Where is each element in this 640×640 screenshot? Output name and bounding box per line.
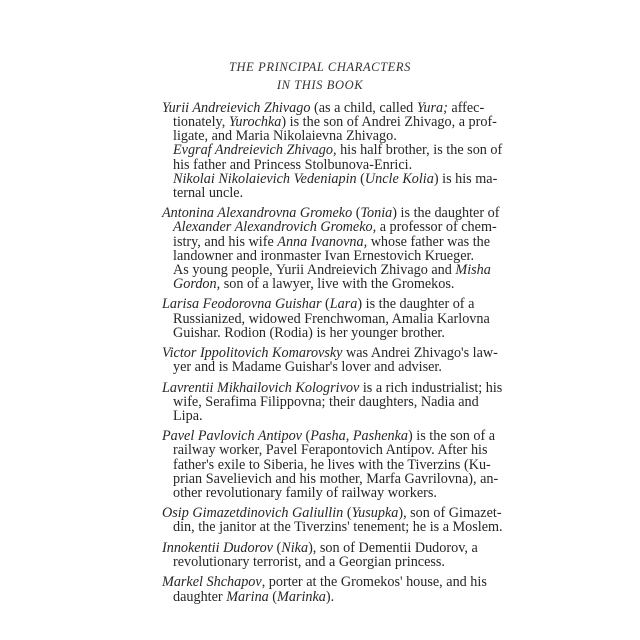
description-text: As young people, Yurii Andreievich Zhivago and — [173, 262, 456, 278]
description-text: father's exile to Siberia, he lives with the Tiverzins (Ku- — [173, 457, 491, 473]
character-name: Yusupka — [351, 505, 399, 521]
description-text: ), son of Gimazet- — [398, 505, 502, 521]
description-text: tionately, — [173, 114, 229, 130]
description-text: was Andrei Zhivago's law- — [342, 345, 498, 361]
character-entry-continuation-line — [173, 589, 334, 605]
character-entry-continuation-line — [173, 554, 445, 570]
character-name: Innokentii Dudorov — [162, 540, 273, 556]
description-text: ) is the daughter of a — [357, 296, 475, 312]
character-name: Marinka — [277, 589, 326, 605]
description-text: affec- — [447, 100, 485, 116]
character-name: Pavel Pavlovich Antipov — [162, 428, 302, 444]
character-entry-continuation-line — [173, 408, 203, 424]
description-text: istry, and his wife — [173, 234, 278, 250]
description-text: daughter — [173, 589, 227, 605]
description-text: ( — [343, 505, 352, 521]
description-text: Russianized, widowed Frenchwoman, Amalia Karlovna — [173, 311, 490, 327]
character-name: Alexander Alexandrovich Gromeko, — [173, 219, 377, 235]
character-name: Tonia — [360, 205, 393, 221]
character-entry-continuation-line — [173, 276, 454, 292]
description-text: Lipa. — [173, 408, 203, 424]
description-text: wife, Serafima Filippovna; their daughters, Nadia and — [173, 394, 479, 410]
character-entry-continuation-line — [173, 359, 442, 375]
character-name: Uncle Kolia — [364, 171, 434, 187]
character-entry-continuation-line — [173, 394, 479, 410]
character-entry-continuation-line — [173, 442, 488, 458]
description-text: ) is the son of Andrei Zhivago, a prof- — [281, 114, 497, 130]
character-entry-first-line — [162, 296, 475, 312]
description-text: yer and is Madame Guishar's lover and adviser. — [173, 359, 442, 375]
description-text: ligate, and Maria Nikolaievna Zhivago. — [173, 128, 397, 144]
description-text: ) is his ma- — [433, 171, 498, 187]
description-text: a professor of chem- — [376, 219, 497, 235]
description-text: his half brother, is the son of — [336, 142, 503, 158]
description-text: (as a child, called — [310, 100, 417, 116]
character-name: Lara — [329, 296, 358, 312]
description-text: is a rich industrialist; his — [359, 380, 503, 396]
character-name: Osip Gimazetdinovich Galiullin — [162, 505, 344, 521]
description-text: ) is the daughter of — [392, 205, 500, 221]
character-name: Nikolai Nikolaievich Vedeniapin — [173, 171, 357, 187]
description-text: ) is the son of a — [408, 428, 496, 444]
character-entry-continuation-line — [173, 219, 497, 235]
description-text: railway worker, Pavel Ferapontovich Antipov. After his — [173, 442, 488, 458]
character-name: Antonina Alexandrovna Gromeko — [162, 205, 353, 221]
character-name: Misha — [455, 262, 491, 278]
character-name: Yura; — [416, 100, 448, 116]
character-name: Victor Ippolitovich Komarovsky — [162, 345, 343, 361]
character-name: Yurochka — [228, 114, 282, 130]
character-entry-continuation-line — [173, 142, 503, 158]
character-entry-continuation-line — [173, 485, 437, 501]
character-name: Gordon, — [173, 276, 221, 292]
description-text: whose father was the — [367, 234, 491, 250]
description-text: prian Savelievich and his mother, Marfa Gavrilovna), an- — [173, 471, 499, 487]
character-entry-continuation-line — [173, 519, 503, 535]
character-name: Anna Ivanovna, — [277, 234, 368, 250]
description-text: ( — [272, 540, 282, 556]
character-entry-first-line — [162, 574, 487, 590]
page-title-line-1: THE PRINCIPAL CHARACTERS — [228, 60, 411, 74]
description-text: ( — [321, 296, 330, 312]
character-name: Pasha, Pashenka — [310, 428, 408, 444]
description-text: his father and Princess Stolbunova-Enrici. — [173, 157, 413, 173]
description-text: ). — [325, 589, 335, 605]
description-text: , porter at the Gromekos' house, and his — [261, 574, 487, 590]
description-text: Guishar. Rodion (Rodia) is her younger brother. — [173, 325, 445, 341]
character-name: Evgraf Andreievich Zhivago, — [173, 142, 337, 158]
description-text: landowner and ironmaster Ivan Ernestovich Krueger. — [173, 248, 474, 264]
description-text: son of a lawyer, live with the Gromekos. — [220, 276, 455, 292]
description-text: ( — [352, 205, 361, 221]
character-entry-continuation-line — [173, 185, 243, 201]
description-text: ( — [356, 171, 365, 187]
description-text: revolutionary terrorist, and a Georgian princess. — [173, 554, 445, 570]
character-entry-continuation-line — [173, 325, 445, 341]
description-text: ( — [268, 589, 278, 605]
character-name: Lavrentii Mikhailovich Kologrivov — [162, 380, 360, 396]
character-name: Nika — [281, 540, 309, 556]
description-text: din, the janitor at the Tiverzins' tenement; he is a Moslem. — [173, 519, 503, 535]
description-text: ), son of Dementii Dudorov, a — [308, 540, 478, 556]
page-title-line-2: IN THIS BOOK — [276, 78, 364, 92]
character-name: Yurii Andreievich Zhivago — [162, 100, 311, 116]
description-text: other revolutionary family of railway workers. — [173, 485, 437, 501]
character-name: Marina — [226, 589, 269, 605]
description-text: ( — [301, 428, 311, 444]
character-name: Larisa Feodorovna Guishar — [162, 296, 322, 312]
description-text: ternal uncle. — [173, 185, 244, 201]
character-name: Markel Shchapov — [162, 574, 262, 590]
